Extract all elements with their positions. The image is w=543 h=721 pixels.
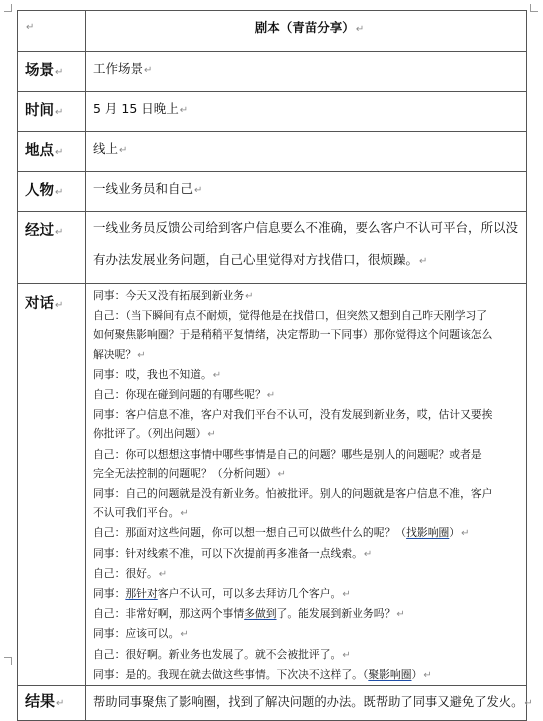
dialog-line: 自己：你可以想想这事情中哪些事情是自己的问题？哪些是别人的问题呢？或者是 [93, 447, 482, 461]
result-value[interactable]: 帮助同事聚焦了影响圈，找到了解决问题的办法。既帮助了同事又避免了发火。↵ [86, 686, 527, 721]
script-table [17, 10, 533, 721]
paragraph-mark: ↵ [342, 649, 351, 661]
process-value[interactable] [86, 212, 527, 284]
process-line-1: 一线业务员反馈公司给到客户信息要么不准确，要么客户不认可平台，所以没 [93, 220, 519, 235]
dialog-line: 自己：你现在碰到问题的有哪些呢？↵ [93, 388, 276, 402]
paragraph-mark: ↵ [212, 369, 222, 381]
script-title[interactable]: 剧本（青苗分享）↵ [86, 11, 527, 52]
paragraph-mark: ↵ [180, 508, 189, 520]
paragraph-mark: ↵ [180, 629, 189, 641]
dialog-line: 同事：自己的问题就是没有新业务。怕被批评。别人的问题就是客户信息不准，客户 [93, 487, 493, 501]
process-line-2: 有办法发展业务问题，自己心里觉得对方找借口，很烦躁。↵ [93, 252, 428, 267]
scene-row [18, 52, 527, 92]
scene-label[interactable]: 场景↵ [18, 52, 86, 92]
dialog-line: 同事：哎，我也不知道。↵ [93, 367, 222, 381]
dialog-line: 同事：应该可以。↵ [93, 627, 189, 641]
place-label[interactable]: 地点↵ [18, 132, 86, 172]
dialog-line: 同事：针对线索不准，可以下次提前再多准备一点线索。↵ [93, 546, 373, 560]
dialog-row [18, 284, 527, 686]
dialog-line: 完全无法控制的问题呢？（分析问题）↵ [93, 466, 286, 480]
paragraph-mark: ↵ [158, 568, 168, 580]
paragraph-mark: ↵ [207, 429, 216, 441]
dialog-line: 不认可我们平台。↵ [93, 506, 189, 520]
underlined-phrase: 那针对 [125, 587, 158, 601]
underlined-phrase: 聚影响圈 [368, 667, 412, 681]
title-row [18, 11, 527, 52]
dialog-line: 解决呢？↵ [93, 347, 146, 361]
dialog-line: 自己：很好。↵ [93, 566, 168, 580]
time-label[interactable]: 时间↵ [18, 92, 86, 132]
dialog-label[interactable]: 对话↵ [18, 284, 86, 686]
paragraph-mark: ↵ [245, 291, 254, 302]
paragraph-mark: ↵ [137, 349, 146, 361]
title-row-blank-cell[interactable] [18, 11, 86, 52]
result-row [18, 686, 527, 721]
corner-mark-top-right [530, 4, 538, 12]
scene-value[interactable]: 工作场景↵ [86, 52, 527, 92]
process-label[interactable]: 经过↵ [18, 212, 86, 284]
corner-mark-bottom-left [4, 657, 12, 665]
dialog-line: 同事：是的。我现在就去做这些事情。下次决不这样了。（聚影响圈）↵ [93, 667, 432, 681]
people-value[interactable]: 一线业务员和自己↵ [86, 172, 527, 212]
script-title-text: 剧本（青苗分享） [254, 20, 355, 35]
dialog-line: 自己：很好啊。新业务也发展了。就不会被批评了。↵ [93, 647, 351, 661]
dialog-line: 同事：今天又没有拓展到新业务↵ [93, 289, 254, 302]
paragraph-mark: ↵ [461, 528, 470, 540]
dialog-line: 自己：非常好啊，那这两个事情多做到了。能发展到新业务吗？↵ [93, 607, 405, 621]
paragraph-mark: ↵ [363, 548, 373, 560]
dialog-line: 自己：那面对这些问题，你可以想一想自己可以做些什么的呢？（找影响圈）↵ [93, 526, 470, 540]
paragraph-mark: ↵ [277, 468, 286, 480]
dialog-value[interactable] [86, 284, 527, 686]
dialog-line: 自己：（当下瞬间有点不耐烦，觉得他是在找借口，但突然又想到自己昨天刚学习了 [93, 309, 488, 323]
dialog-line: 如何聚焦影响圈？于是稍稍平复情绪，决定帮助一下同事）那你觉得这个问题该怎么 [93, 328, 493, 342]
dialog-line: 你批评了。（列出问题）↵ [93, 427, 216, 441]
underlined-phrase: 找影响圈 [406, 526, 450, 540]
paragraph-mark: ↵ [423, 669, 432, 681]
place-row [18, 132, 527, 172]
people-row [18, 172, 527, 212]
people-label[interactable]: 人物↵ [18, 172, 86, 212]
time-row [18, 92, 527, 132]
time-value[interactable]: 5 月 15 日晚上↵ [86, 92, 527, 132]
place-value[interactable]: 线上↵ [86, 132, 527, 172]
paragraph-mark: ↵ [26, 22, 35, 33]
underlined-phrase: 多做到 [244, 607, 277, 621]
dialog-line: 同事：那针对客户不认可，可以多去拜访几个客户。↵ [93, 587, 351, 601]
paragraph-mark: ↵ [396, 609, 405, 621]
paragraph-mark: ↵ [266, 390, 276, 402]
result-label[interactable]: 结果↵ [18, 686, 86, 721]
dialog-line: 同事：客户信息不准，客户对我们平台不认可，没有发展到新业务，哎，估计又要挨 [93, 408, 493, 422]
paragraph-mark: ↵ [342, 589, 351, 601]
corner-mark-top-left [4, 4, 12, 12]
process-row [18, 212, 527, 284]
